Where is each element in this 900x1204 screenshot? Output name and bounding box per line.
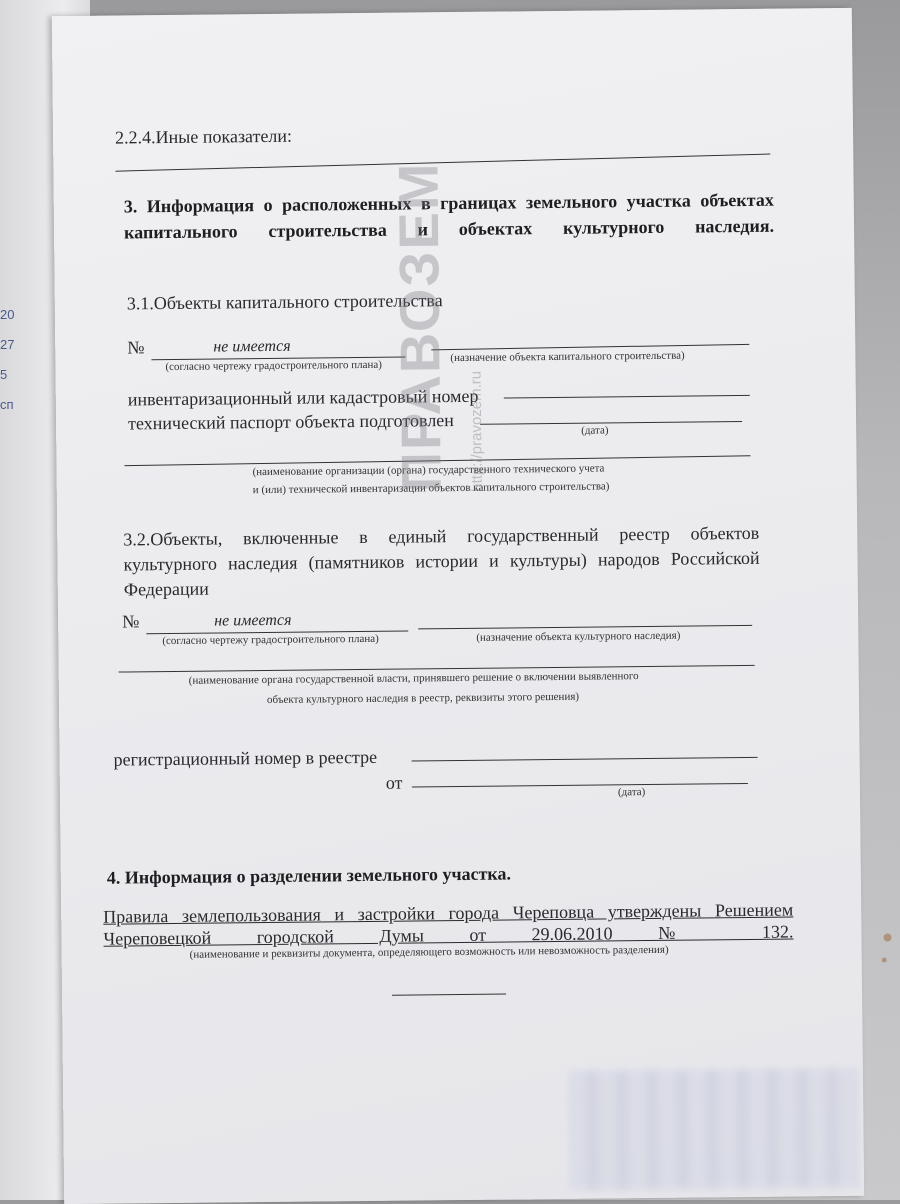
- cultural-object-purpose-line: [418, 625, 752, 629]
- edge-mark: 27: [0, 337, 15, 352]
- document-page: [52, 8, 864, 1204]
- paper-stain: [883, 933, 891, 941]
- document-caption: (наименование и реквизиты документа, определяющего возможность или невозможность разделения): [189, 943, 669, 961]
- section-3-1-title: 3.1.Объекты капитального строительства: [126, 290, 443, 314]
- blurred-stamp: [568, 1068, 859, 1191]
- registration-date-caption: (дата): [617, 786, 646, 799]
- registration-number-line: [412, 757, 758, 762]
- cultural-object-number-value: не имеется: [214, 611, 292, 630]
- capital-object-purpose-caption: (назначение объекта капитального строительства): [450, 349, 685, 365]
- tech-passport-date-caption: (дата): [581, 424, 609, 437]
- organization-caption-1: (наименование организации (органа) государственного технического учета: [252, 462, 605, 479]
- watermark-url: http://pravozem.ru: [467, 370, 486, 492]
- registration-from-label: от: [385, 772, 403, 793]
- tech-passport-date-line: [480, 421, 742, 425]
- authority-caption-1: (наименование органа государственной власти, принявшего решение о включении выявленного: [188, 670, 639, 687]
- section-3-title: 3. Информация о расположенных в границах земельного участка объектах капитального строительства и объектах культурного наследия.: [123, 189, 775, 243]
- paper-stain: [882, 958, 887, 963]
- watermark: ПРАВОЗЕМ: [386, 161, 453, 493]
- land-use-rules-text: Правила землепользования и застройки города Череповца утверждены Решением Череповецкой городской Думы от 29.06.2010 № 132.: [103, 899, 794, 949]
- registration-date-line: [412, 783, 748, 788]
- edge-mark: 5: [0, 367, 8, 382]
- number-sign: №: [127, 337, 145, 358]
- inventory-number-label: инвентаризационный или кадастровый номер: [127, 385, 479, 410]
- tech-passport-label: технический паспорт объекта подготовлен: [127, 410, 454, 434]
- capital-object-number-value: не имеется: [213, 337, 291, 356]
- cultural-object-purpose-caption: (назначение объекта культурного наследия): [476, 629, 681, 644]
- registration-number-label: регистрационный номер в реестре: [113, 746, 378, 770]
- authority-caption-2: объекта культурного наследия в реестр, реквизиты этого решения): [266, 690, 580, 707]
- capital-object-purpose-line: [431, 344, 749, 351]
- section-4-title: 4. Информация о разделении земельного участка.: [106, 863, 512, 888]
- edge-marks: [0, 300, 24, 420]
- section-3-2-title: 3.2.Объекты, включенные в единый государственный реестр объектов культурного наследия (памятников истории и культуры) народов Российской Федерации: [123, 522, 760, 600]
- edge-mark: 20: [0, 307, 15, 322]
- section-2-2-4-label: 2.2.4.Иные показатели:: [114, 125, 293, 148]
- inventory-number-line: [504, 395, 750, 399]
- organization-caption-2: и (или) технической инвентаризации объектов капитального строительства): [252, 480, 610, 497]
- number-sign-cultural: №: [122, 611, 140, 632]
- edge-mark: сп: [0, 397, 14, 412]
- cultural-object-number-caption: (согласно чертежу градостроительного плана): [162, 632, 379, 648]
- closing-line: [392, 994, 506, 996]
- capital-object-number-caption: (согласно чертежу градостроительного плана): [165, 358, 382, 374]
